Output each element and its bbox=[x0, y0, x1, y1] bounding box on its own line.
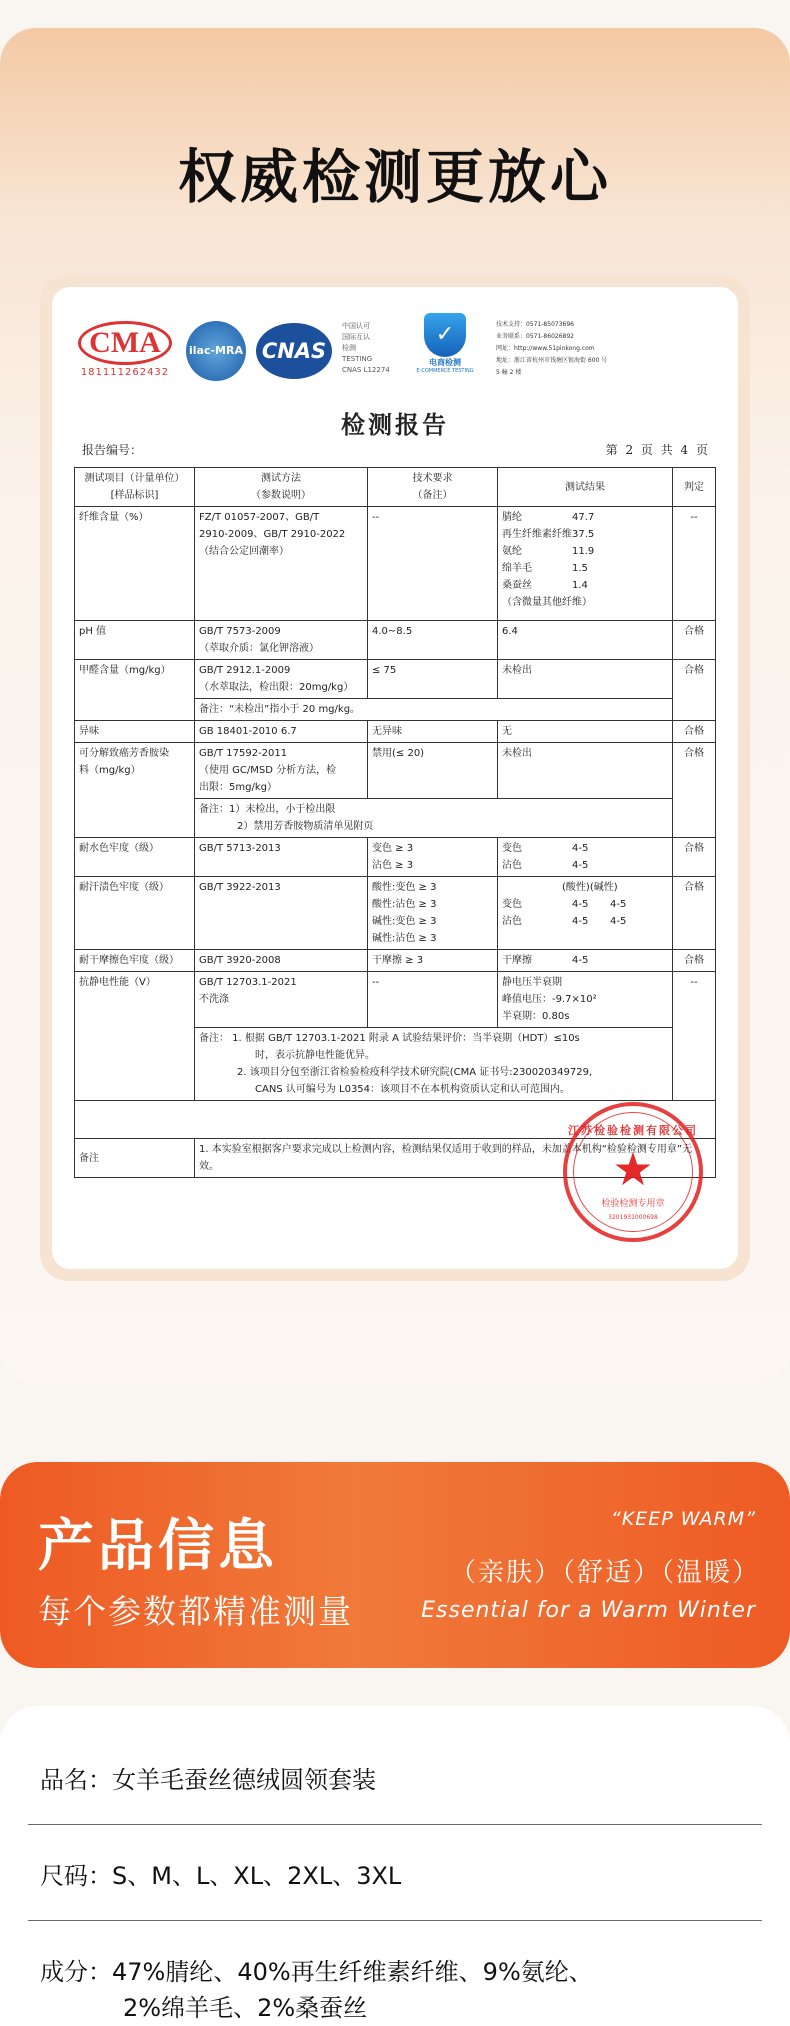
ecom-logo-subtitle: E-COMMERCE TESTING bbox=[416, 368, 474, 374]
sweat-item: 耐汗渍色牢度（级） bbox=[75, 877, 195, 950]
keep-warm-tagline: “KEEP WARM” bbox=[610, 1508, 756, 1530]
sweat-result: (酸性)(碱性) 变色 4-5 4-5 沾色 4-5 4-5 bbox=[498, 877, 673, 950]
formaldehyde-note: 备注：“未检出”指小于 20 mg/kg。 bbox=[195, 699, 673, 721]
test-results-table bbox=[74, 467, 716, 1178]
water-requirement: 变色 ≥ 3 沾色 ≥ 3 bbox=[368, 838, 498, 877]
formaldehyde-item: 甲醛含量（mg/kg） bbox=[75, 660, 195, 721]
fiber-requirement: -- bbox=[368, 507, 498, 621]
product-name-row bbox=[40, 1760, 750, 1795]
ph-method: GB/T 7573-2009 （萃取介质：氯化钾溶液） bbox=[195, 621, 368, 660]
formaldehyde-result: 未检出 bbox=[498, 660, 673, 699]
table-row bbox=[75, 838, 716, 877]
cnas-note-line: 国际互认 bbox=[342, 333, 370, 341]
table-row bbox=[75, 507, 716, 621]
static-verdict: -- bbox=[673, 972, 716, 1101]
star-icon: ★ bbox=[612, 1142, 654, 1196]
static-method: GB/T 12703.1-2021 不洗涤 bbox=[195, 972, 368, 1028]
seal-subtitle: 检验检测专用章 bbox=[601, 1199, 665, 1209]
size-row bbox=[40, 1856, 750, 1891]
azo-note: 备注：1）未检出，小于检出限 2）禁用芳香胺物质清单见附页 bbox=[195, 799, 673, 838]
fiber-verdict: -- bbox=[673, 507, 716, 621]
formaldehyde-requirement: ≤ 75 bbox=[368, 660, 498, 699]
ecom-logo-title: 电商检测 bbox=[429, 358, 461, 367]
static-notes: 备注： 1. 根据 GB/T 12703.1-2021 附录 A 试验结果评价：当半衰期（HDT）≤10s 时，表示抗静电性能优异。 2. 该项目分包至浙江省检验检疫科学技术研究院(CMA 证书号:230020349729, CANS 认可编号为 L0354：该项目不在本机构资质认定和认可范围内。 bbox=[195, 1028, 673, 1101]
product-name-value: 女羊毛蚕丝德绒圆领套装 bbox=[112, 1766, 376, 1794]
cnas-note bbox=[342, 321, 402, 376]
contact-line: 地址：浙江省杭州市钱塘区银海街 600 号 bbox=[496, 357, 608, 364]
azo-result: 未检出 bbox=[498, 743, 673, 799]
lab-contact-info bbox=[496, 319, 726, 379]
product-info-card bbox=[0, 1706, 790, 2026]
water-verdict: 合格 bbox=[673, 838, 716, 877]
composition-value: 47%腈纶、40%再生纤维素纤维、9%氨纶、 bbox=[112, 1958, 593, 1986]
header-requirement: 技术要求 （备注） bbox=[368, 468, 498, 507]
ilac-mra-logo: ilac-MRA bbox=[186, 321, 246, 381]
cnas-note-line: 中国认可 bbox=[342, 322, 370, 330]
test-report-document bbox=[52, 287, 738, 1269]
ecommerce-testing-logo bbox=[414, 313, 476, 385]
product-name-label: 品名： bbox=[40, 1766, 112, 1794]
contact-line: 业务联系：0571-86026892 bbox=[496, 333, 574, 340]
odor-requirement: 无异味 bbox=[368, 721, 498, 743]
azo-method: GB/T 17592-2011 （使用 GC/MSD 分析方法，检 出限：5mg/kg） bbox=[195, 743, 368, 799]
cma-logo-text: CMA bbox=[78, 321, 172, 365]
azo-verdict: 合格 bbox=[673, 743, 716, 838]
header-result: 测试结果 bbox=[498, 468, 673, 507]
water-method: GB/T 5713-2013 bbox=[195, 838, 368, 877]
table-row bbox=[75, 621, 716, 660]
ph-verdict: 合格 bbox=[673, 621, 716, 660]
table-row bbox=[75, 660, 716, 699]
fiber-method: FZ/T 01057-2007、GB/T 2910-2009、GB/T 2910-2022 （结合公定回潮率） bbox=[195, 507, 368, 621]
rub-item: 耐干摩擦色牢度（级） bbox=[75, 950, 195, 972]
contact-line: 技术支持：0571-85073696 bbox=[496, 321, 574, 328]
certification-logos bbox=[78, 321, 718, 381]
banner-subtitle: 每个参数都精准测量 bbox=[38, 1592, 353, 1631]
water-result: 变色 4-5 沾色 4-5 bbox=[498, 838, 673, 877]
report-frame bbox=[40, 275, 750, 1281]
fiber-item: 纤维含量（%） bbox=[75, 507, 195, 621]
cnas-note-line: 检测 bbox=[342, 344, 356, 352]
composition-row-continued bbox=[40, 1988, 750, 2023]
table-row bbox=[75, 877, 716, 950]
table-header-row bbox=[75, 468, 716, 507]
odor-item: 异味 bbox=[75, 721, 195, 743]
water-item: 耐水色牢度（级） bbox=[75, 838, 195, 877]
english-tagline: Essential for a Warm Winter bbox=[421, 1598, 756, 1623]
sweat-verdict: 合格 bbox=[673, 877, 716, 950]
formaldehyde-method: GB/T 2912.1-2009 （水萃取法，检出限：20mg/kg） bbox=[195, 660, 368, 699]
page-indicator: 第 2 页 共 4 页 bbox=[605, 443, 708, 457]
feature-tags: （亲肤）（舒适）（温暖） bbox=[449, 1558, 760, 1588]
sweat-method: GB/T 3922-2013 bbox=[195, 877, 368, 950]
static-item: 抗静电性能（V） bbox=[75, 972, 195, 1101]
contact-line: 5 幢 2 楼 bbox=[496, 369, 522, 376]
seal-text: 江苏检验检测有限公司 bbox=[568, 1124, 698, 1137]
odor-verdict: 合格 bbox=[673, 721, 716, 743]
composition-value-continued: 2%绵羊毛、2%桑蚕丝 bbox=[123, 1994, 368, 2022]
ph-requirement: 4.0~8.5 bbox=[368, 621, 498, 660]
report-title: 检测报告 bbox=[341, 410, 449, 439]
azo-item: 可分解致癌芳香胺染 料（mg/kg） bbox=[75, 743, 195, 838]
table-row bbox=[75, 743, 716, 799]
report-number-label: 报告编号： bbox=[82, 443, 143, 457]
size-label: 尺码： bbox=[40, 1862, 112, 1890]
rub-requirement: 干摩擦 ≥ 3 bbox=[368, 950, 498, 972]
product-info-banner bbox=[0, 1462, 790, 1668]
odor-method: GB 18401-2010 6.7 bbox=[195, 721, 368, 743]
header-item: 测试项目（计量单位） [样品标识] bbox=[75, 468, 195, 507]
remark-text: 1. 本实验室根据客户要求完成以上检测内容，检测结果仅适用于收到的样品，未加盖本机构“检验检测专用章”无效。 bbox=[195, 1139, 716, 1178]
cnas-logo: CNAS bbox=[256, 323, 332, 379]
fiber-result: 腈纶 47.7 再生纤维素纤维37.5 氨纶 11.9 绵羊毛 1.5 桑蚕丝 1.4 （含微量其他纤维） bbox=[498, 507, 673, 621]
rub-result: 干摩擦 4-5 bbox=[498, 950, 673, 972]
static-result: 静电压半衰期 峰值电压：-9.7×10² 半衰期：0.80s bbox=[498, 972, 673, 1028]
table-row bbox=[75, 721, 716, 743]
header-method: 测试方法 （参数说明） bbox=[195, 468, 368, 507]
ph-result: 6.4 bbox=[498, 621, 673, 660]
shield-check-icon: ✓ bbox=[424, 313, 466, 357]
formaldehyde-verdict: 合格 bbox=[673, 660, 716, 721]
table-row bbox=[75, 950, 716, 972]
ph-item: pH 值 bbox=[75, 621, 195, 660]
rub-verdict: 合格 bbox=[673, 950, 716, 972]
rub-method: GB/T 3920-2008 bbox=[195, 950, 368, 972]
sweat-requirement: 酸性:变色 ≥ 3 酸性:沾色 ≥ 3 碱性:变色 ≥ 3 碱性:沾色 ≥ 3 bbox=[368, 877, 498, 950]
cma-logo bbox=[78, 321, 172, 381]
size-value: S、M、L、XL、2XL、3XL bbox=[112, 1862, 402, 1890]
cnas-note-line: TESTING bbox=[342, 355, 373, 363]
remark-label: 备注 bbox=[75, 1139, 195, 1178]
cma-number: 181111262432 bbox=[80, 367, 170, 378]
azo-requirement: 禁用(≤ 20) bbox=[368, 743, 498, 799]
contact-line: 网址：http://www.51pinkong.com bbox=[496, 345, 595, 352]
header-verdict: 判定 bbox=[673, 468, 716, 507]
static-requirement: -- bbox=[368, 972, 498, 1028]
banner-title: 产品信息 bbox=[38, 1514, 278, 1579]
divider bbox=[28, 1920, 762, 1921]
cnas-note-line: CNAS L12274 bbox=[342, 366, 390, 374]
divider bbox=[28, 1824, 762, 1825]
section-headline: 权威检测更放心 bbox=[177, 143, 612, 211]
odor-result: 无 bbox=[498, 721, 673, 743]
composition-row bbox=[40, 1952, 750, 1987]
table-row bbox=[75, 972, 716, 1028]
official-seal bbox=[563, 1102, 703, 1242]
composition-label: 成分： bbox=[40, 1958, 112, 1986]
seal-number: 3201931000698 bbox=[608, 1214, 658, 1221]
